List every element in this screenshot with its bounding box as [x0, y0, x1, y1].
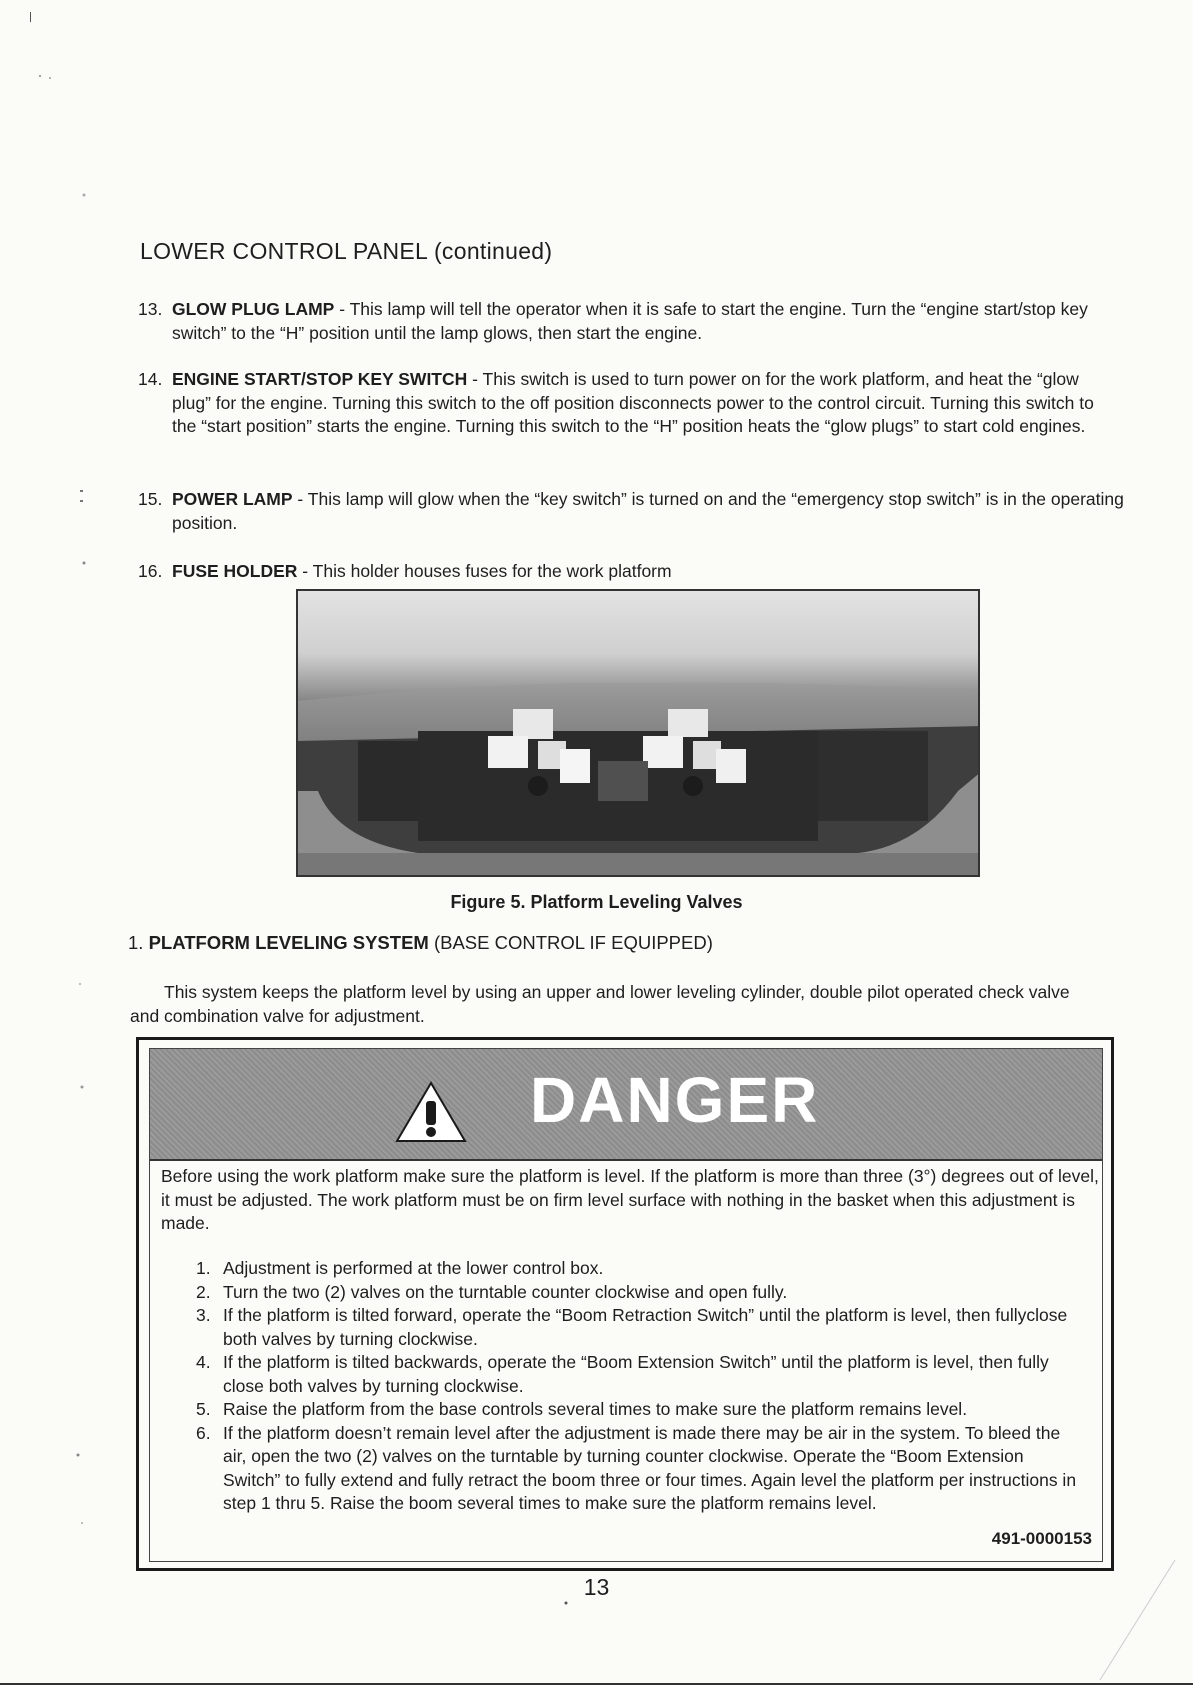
- figure-photo-leveling-valves: [296, 589, 980, 877]
- step-number: 5.: [196, 1399, 211, 1419]
- warning-triangle-icon: [395, 1081, 467, 1143]
- list-item-fuse-holder: [138, 560, 1128, 584]
- list-item-power-lamp: [138, 488, 1128, 535]
- step-text: If the platform is tilted forward, operate the “Boom Retraction Switch” until the platform is level, then fullyclose both valves by turning clockwise.: [223, 1305, 1068, 1349]
- figure-caption: Figure 5. Platform Leveling Valves: [450, 892, 743, 912]
- item-text: - This lamp will tell the operator when it is safe to start the engine. Turn the “engine start/stop key switch” to the “H” position until the lamp glows, then start the engine.: [172, 299, 1088, 343]
- item-text: - This holder houses fuses for the work platform: [297, 561, 672, 581]
- adjustment-steps: [176, 1257, 1081, 1516]
- step-item: [176, 1304, 1081, 1351]
- step-item: [176, 1398, 1081, 1422]
- page-heading: LOWER CONTROL PANEL (continued): [140, 238, 553, 264]
- section-intro: This system keeps the platform level by using an upper and lower leveling cylinder, double pilot operated check valve and combination valve for adjustment.: [130, 982, 1070, 1026]
- item-number: 14.: [138, 369, 163, 389]
- step-item: [176, 1257, 1081, 1281]
- item-number: 15.: [138, 489, 163, 509]
- valves-photo-illustration: [298, 591, 980, 877]
- step-number: 6.: [196, 1422, 211, 1443]
- item-term: ENGINE START/STOP KEY SWITCH: [172, 369, 468, 389]
- item-number: 13.: [138, 299, 163, 319]
- danger-text: Before using the work platform make sure the platform is level. If the platform is more than three (3°) degrees out of level, it must be adjusted. The work platform must be on firm level surface with nothing in the basket when this adjustment is made.: [161, 1166, 1099, 1233]
- step-number: 2.: [196, 1281, 211, 1302]
- item-text: - This switch is used to turn power on for the work platform, and heat the “glow plug” for the engine. Turning this switch to the off position disconnects power to the control circuit. Turning this switch to the “start position” starts the engine. Turning this switch to the “H” position heats the “glow plugs” to start cold engines.: [172, 369, 1094, 436]
- danger-notice: [136, 1037, 1114, 1571]
- step-item: [176, 1351, 1081, 1398]
- step-number: 3.: [196, 1305, 211, 1325]
- danger-title: DANGER: [530, 1064, 820, 1136]
- list-item-engine-key-switch: [138, 368, 1118, 439]
- item-term: FUSE HOLDER: [172, 561, 298, 581]
- section-number: 1.: [128, 932, 144, 953]
- section-term: PLATFORM LEVELING SYSTEM: [148, 932, 429, 953]
- danger-header: [150, 1049, 1102, 1161]
- step-number: 4.: [196, 1352, 211, 1372]
- step-text: If the platform doesn’t remain level after the adjustment is made there may be air in the system. To bleed the air, open the two (2) valves on the turntable by turning counter clockwise. Operate the “Boom Extension Switch” to fully extend and fully retract the boom three or four times. Again level the platform per instructions in step 1 thru 5. Raise the boom several times to make sure the platform remains level.: [223, 1422, 1077, 1513]
- item-term: POWER LAMP: [172, 489, 293, 509]
- step-text: Adjustment is performed at the lower control box.: [223, 1258, 604, 1278]
- section-title: [128, 932, 713, 954]
- step-item: [176, 1281, 1081, 1305]
- step-number: 1.: [196, 1258, 211, 1278]
- step-text: Raise the platform from the base controls several times to make sure the platform remains level.: [223, 1399, 968, 1419]
- list-item-glow-plug-lamp: [138, 298, 1098, 345]
- item-term: GLOW PLUG LAMP: [172, 299, 335, 319]
- item-number: 16.: [138, 561, 163, 581]
- danger-frame: [149, 1048, 1103, 1562]
- section-suffix: (BASE CONTROL IF EQUIPPED): [428, 932, 713, 953]
- step-text: Turn the two (2) valves on the turntable counter clockwise and open fully.: [223, 1281, 788, 1302]
- step-text: If the platform is tilted backwards, operate the “Boom Extension Switch” until the platform is level, then fully close both valves by turning clockwise.: [223, 1352, 1049, 1396]
- item-text: - This lamp will glow when the “key switch” is turned on and the “emergency stop switch” is in the operating position.: [172, 489, 1124, 533]
- step-item: [176, 1422, 1081, 1516]
- page-number: 13: [583, 1574, 610, 1600]
- document-number: 491-0000153: [991, 1529, 1092, 1548]
